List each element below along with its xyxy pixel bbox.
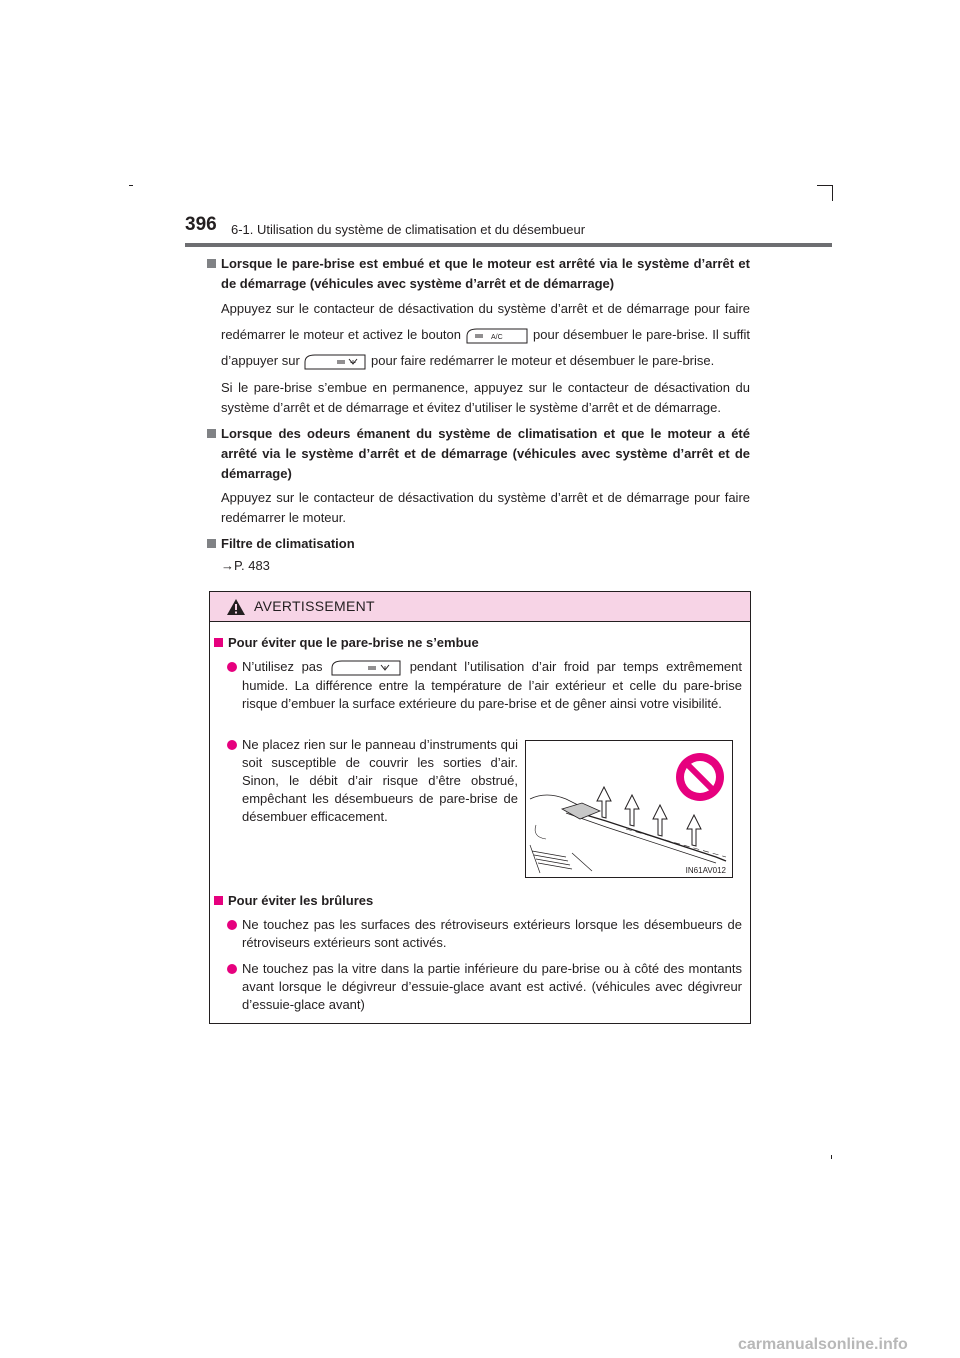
bullet-dot-icon bbox=[227, 740, 237, 750]
warning-section-vents bbox=[210, 736, 526, 826]
bullet-dot-icon bbox=[227, 662, 237, 672]
header-rule bbox=[185, 243, 832, 247]
arrow-icon: → bbox=[221, 558, 234, 573]
paragraph-odors-restart: Appuyez sur le contacteur de désactivation du système d’arrêt et de démarrage pour faire redémarrer le moteur. bbox=[221, 490, 750, 525]
dashboard-vent-illustration bbox=[525, 740, 733, 878]
crop-mark-top-right-h bbox=[817, 185, 833, 186]
main-content bbox=[205, 254, 750, 576]
crop-mark-top-right-v bbox=[832, 185, 833, 201]
warning-heading-fog: Pour éviter que le pare-brise ne s’embue bbox=[210, 634, 750, 652]
warning-header bbox=[210, 592, 750, 622]
paragraph-restart-engine: Appuyez sur le contacteur de désactivation du système d’arrêt et de démarrage pour faire redémarrer le moteur et activez le bouton A/C pour désembuer le pare-brise. Il suffit d’appuyer sur pour faire redémarrer le moteur et désembuer le pare-brise. bbox=[205, 296, 750, 374]
ac-button-icon bbox=[465, 327, 529, 345]
crop-mark-top-left bbox=[129, 185, 133, 186]
heading-square-icon bbox=[207, 539, 216, 548]
page-number: 396 bbox=[185, 214, 217, 235]
bullet-dont-use-defogger: N’utilisez pas pendant l’utilisation d’air froid par temps extrêmement humide. La différence entre la température de l’air extérieur et celle du pare-brise risque d’embuer la surface extérieure du pare-brise et de gêner ainsi votre visibilité. bbox=[210, 658, 750, 713]
prohibited-icon bbox=[676, 753, 724, 801]
section-title: 6-1. Utilisation du système de climatisation et du désembueur bbox=[231, 222, 586, 237]
windshield-defogger-button-icon bbox=[303, 353, 367, 371]
page-reference-link[interactable]: →P. 483 bbox=[221, 558, 270, 573]
bullet-dot-icon bbox=[227, 964, 237, 974]
section-heading-fogged-windshield: Lorsque le pare-brise est embué et que le moteur est arrêté via le système d’arrêt et de démarrage (véhicules avec système d’arrêt et de démarrage) bbox=[205, 254, 750, 294]
section-heading-odors: Lorsque des odeurs émanent du système de climatisation et que le moteur a été arrêté via le système d’arrêt et de démarrage (véhicules avec système d’arrêt et de démarrage) bbox=[205, 424, 750, 484]
windshield-vent-drawing bbox=[526, 741, 732, 877]
warning-section-fog bbox=[210, 634, 750, 713]
watermark: carmanualsonline.info bbox=[738, 1336, 908, 1353]
bullet-wiper-deicer: Ne touchez pas la vitre dans la partie inférieure du pare-brise ou à côté des montants avant lorsque le dégivreur d’essuie-glace avant est activé. (véhicules avec dégivreur d’essuie-glace avant) bbox=[210, 960, 750, 1014]
figure-code: IN61AV012 bbox=[685, 866, 726, 875]
bullet-mirror-heaters: Ne touchez pas les surfaces des rétroviseurs extérieurs lorsque les désembueurs de rétroviseurs extérieurs sont activés. bbox=[210, 916, 750, 952]
heading-square-icon bbox=[207, 429, 216, 438]
warning-section-burns bbox=[210, 892, 750, 1014]
ac-button-label: A/C bbox=[491, 333, 503, 341]
paragraph-permanent-fog: Si le pare-brise s’embue en permanence, appuyez sur le contacteur de désactivation du système d’arrêt et de démarrage et évitez d’utiliser le système d’arrêt et de démarrage. bbox=[221, 380, 750, 415]
heading-square-icon bbox=[207, 259, 216, 268]
warning-triangle-icon bbox=[226, 598, 246, 616]
section-heading-air-filter: Filtre de climatisation bbox=[205, 534, 750, 554]
bullet-dont-block-vents: Ne placez rien sur le panneau d’instruments qui soit susceptible de couvrir les sorties d’air. Sinon, le débit d’air risque d’être obstrué, empêchant les désembueurs de pare-brise de désembuer efficacement. bbox=[210, 736, 526, 826]
bullet-dot-icon bbox=[227, 920, 237, 930]
windshield-defogger-button-icon bbox=[330, 659, 402, 677]
heading-square-icon bbox=[214, 638, 223, 647]
heading-square-icon bbox=[214, 896, 223, 905]
crop-mark-bottom-right bbox=[831, 1155, 832, 1159]
warning-title: AVERTISSEMENT bbox=[254, 598, 375, 614]
warning-heading-burns: Pour éviter les brûlures bbox=[210, 892, 750, 910]
